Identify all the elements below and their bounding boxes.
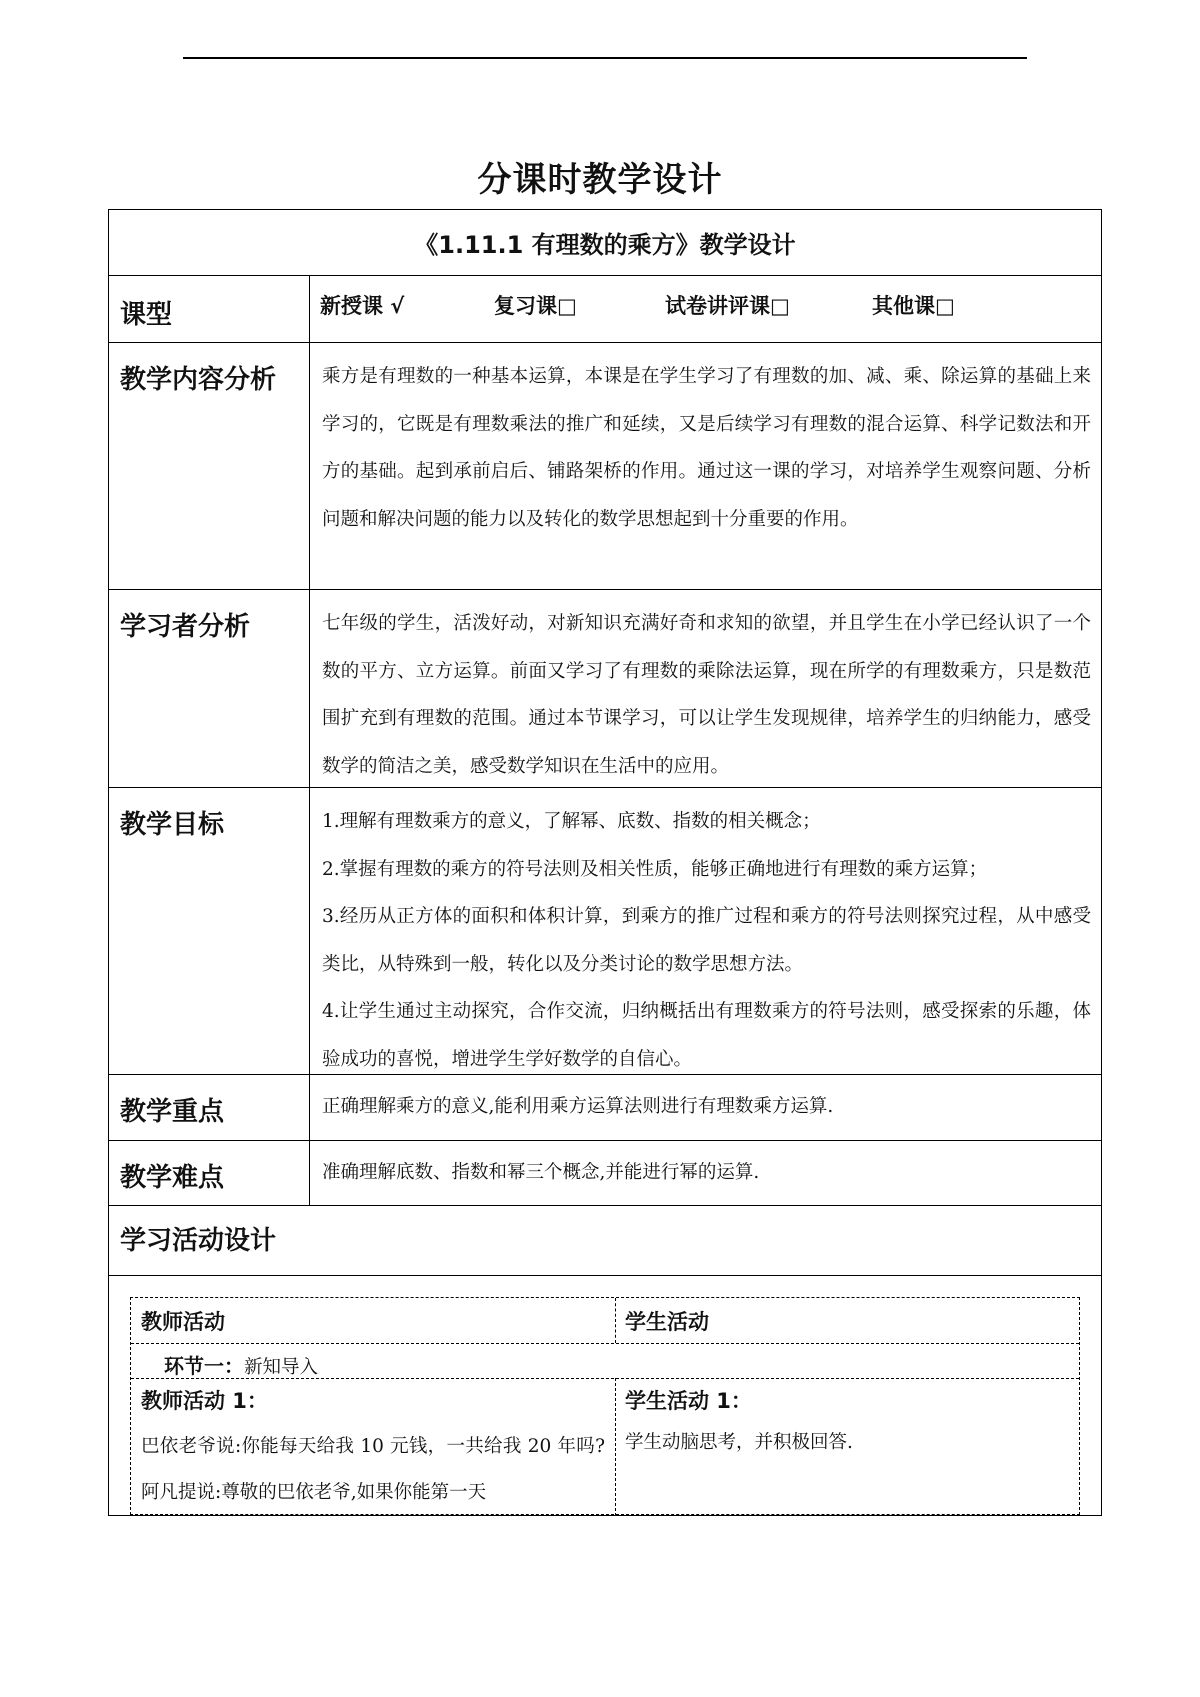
course-type-label: 课型 <box>109 276 310 342</box>
objective-item: 3.经历从正方体的面积和体积计算，到乘方的推广过程和乘方的符号法则探究过程，从中感受类比，从特殊到一般，转化以及分类讨论的数学思想方法。 <box>322 906 1091 975</box>
student-activity-header: 学生活动 <box>625 1310 709 1334</box>
subject-title: 《1.11.1 有理数的乘方》教学设计 <box>414 231 796 259</box>
learner-analysis-row <box>109 590 1101 788</box>
objective-item: 1.理解有理数乘方的意义，了解幂、底数、指数的相关概念； <box>322 811 821 832</box>
learner-analysis-label: 学习者分析 <box>109 590 310 787</box>
subject-title-row <box>109 210 1101 276</box>
page-title: 分课时教学设计 <box>477 160 723 200</box>
content-analysis-text: 乘方是有理数的一种基本运算，本课是在学生学习了有理数的加、减、乘、除运算的基础上来学习的，它既是有理数乘法的推广和延续，又是后续学习有理数的混合运算、科学记数法和开方的基础。起到承前启后、铺路架桥的作用。通过这一课的学习，对培养学生观察问题、分析问题和解决问题的能力以及转化的数学思想起到十分重要的作用。 <box>322 366 1091 530</box>
difficult-point-label: 教学难点 <box>109 1141 310 1205</box>
key-point-label: 教学重点 <box>109 1075 310 1140</box>
difficult-point-row <box>109 1141 1101 1206</box>
teacher-activity-text: 巴依老爷说:你能每天给我 10 元钱，一共给我 20 年吗?阿凡提说:尊敬的巴依老爷,如果你能第一天 <box>141 1436 605 1503</box>
content-analysis-row <box>109 343 1101 590</box>
option-exam-review-lesson: 试卷讲评课□ <box>665 294 790 318</box>
option-other-lesson: 其他课□ <box>872 294 955 318</box>
objectives-row <box>109 788 1101 1075</box>
teacher-activity-title: 教师活动 1： <box>141 1389 268 1413</box>
header-rule <box>183 57 1027 59</box>
objective-item: 4.让学生通过主动探究，合作交流，归纳概括出有理数乘方的符号法则，感受探索的乐趣，体验成功的喜悦，增进学生学好数学的自信心。 <box>322 1001 1091 1070</box>
activity-design-label: 学习活动设计 <box>120 1226 277 1256</box>
objective-item: 2.掌握有理数的乘方的符号法则及相关性质，能够正确地进行有理数的乘方运算； <box>322 858 988 880</box>
stage-heading <box>164 1350 318 1379</box>
teacher-activity-header: 教师活动 <box>141 1310 225 1334</box>
option-review-lesson: 复习课□ <box>494 294 577 318</box>
course-type-row <box>109 276 1101 343</box>
activity-design-row <box>109 1206 1101 1276</box>
key-point-text: 正确理解乘方的意义,能利用乘方运算法则进行有理数乘方运算. <box>322 1096 834 1117</box>
student-activity-text: 学生动脑思考，并积极回答. <box>625 1432 853 1453</box>
objectives-label: 教学目标 <box>109 788 310 1074</box>
activity-table <box>130 1297 1080 1515</box>
student-activity-title: 学生活动 1： <box>625 1389 752 1413</box>
course-type-options <box>310 276 1101 342</box>
key-point-row <box>109 1075 1101 1141</box>
lesson-plan-table <box>108 209 1102 1516</box>
stage-name: 新知导入 <box>244 1357 319 1378</box>
difficult-point-text: 准确理解底数、指数和幂三个概念,并能进行幂的运算. <box>322 1162 760 1183</box>
option-new-lesson: 新授课 √ <box>320 294 405 318</box>
learner-analysis-text: 七年级的学生，活泼好动，对新知识充满好奇和求知的欲望，并且学生在小学已经认识了一个数的平方、立方运算。前面又学习了有理数的乘除法运算，现在所学的有理数乘方，只是数范围扩充到有理数的范围。通过本节课学习，可以让学生发现规律，培养学生的归纳能力，感受数学的简洁之美，感受数学知识在生活中的应用。 <box>322 613 1091 777</box>
objectives-list <box>310 788 1101 1074</box>
stage-label: 环节一： <box>164 1354 244 1378</box>
content-analysis-label: 教学内容分析 <box>109 343 310 589</box>
